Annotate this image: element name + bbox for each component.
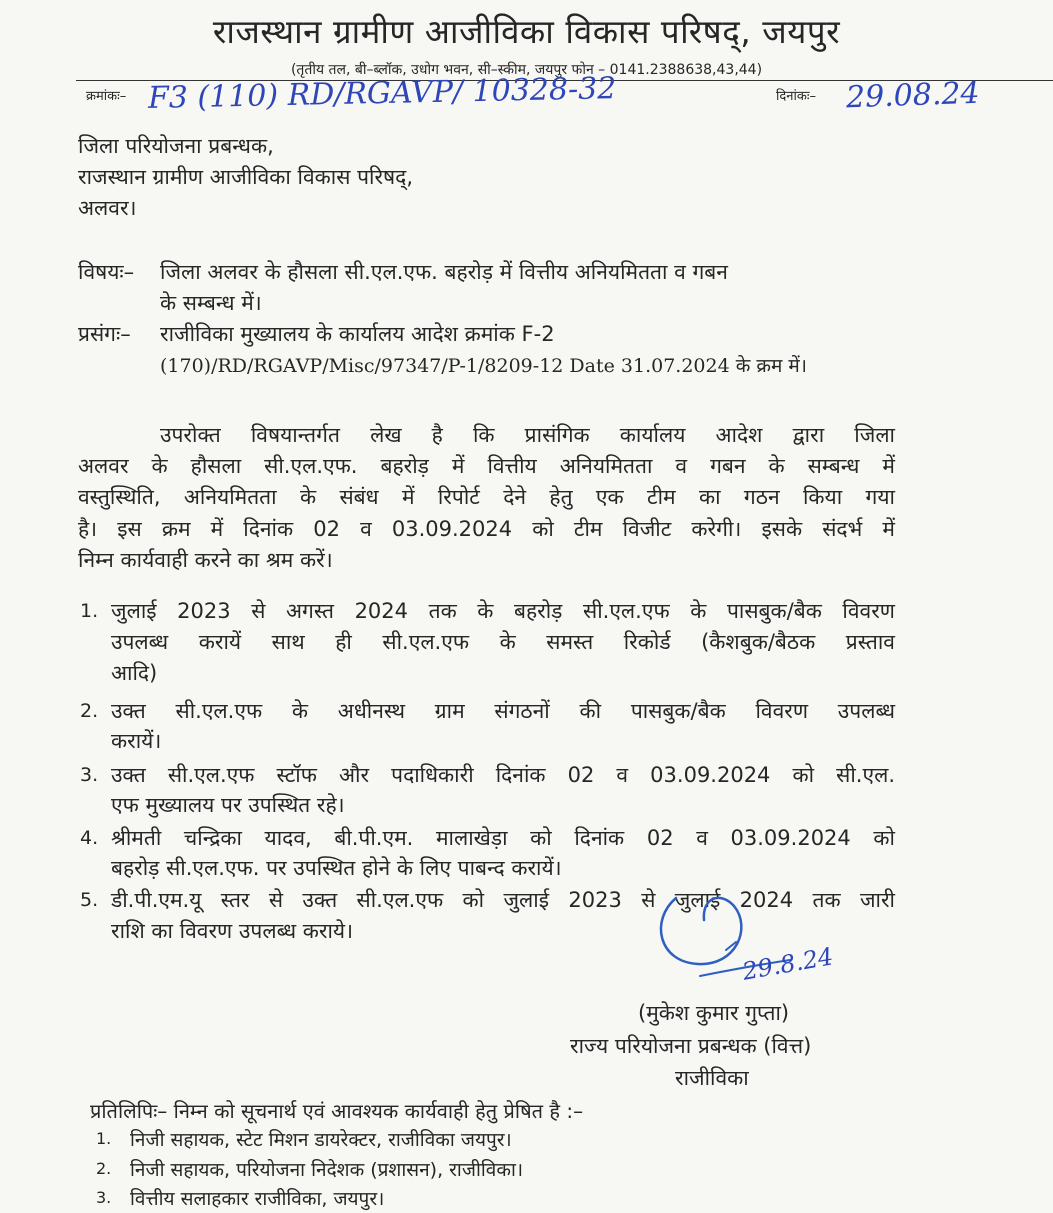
copy-item-number: 3. xyxy=(96,1188,112,1207)
reference-line: (170)/RD/RGAVP/Misc/97347/P-1/8209-12 Date 31.07.2024 के क्रम में। xyxy=(160,355,807,377)
ref-number-handwritten: F3 (110) RD/RGAVP/ 10328-32 xyxy=(147,71,617,116)
item-line: एफ मुख्यालय पर उपस्थित रहे। xyxy=(111,793,345,817)
item-line: जुलाई 2023 से अगस्त 2024 तक के बहरोड़ सी.एल.एफ के पासबुक/बैक विवरण xyxy=(111,599,895,623)
item-line: बहरोड़ सी.एल.एफ. पर उपस्थित होने के लिए पाबन्द करायें। xyxy=(111,856,562,880)
item-number: 4. xyxy=(80,827,99,849)
copy-item-number: 1. xyxy=(96,1129,112,1148)
copy-item: निजी सहायक, स्टेट मिशन डायरेक्टर, राजीविका जयपुर। xyxy=(130,1129,512,1151)
item-number: 1. xyxy=(80,600,99,622)
copy-item: वित्तीय सलाहकार राजीविका, जयपुर। xyxy=(130,1188,385,1210)
item-line: राशि का विवरण उपलब्ध कराये। xyxy=(111,919,354,943)
letterhead-address: (तृतीय तल, बी–ब्लॉक, उधोग भवन, सी–स्कीम, जयपुर फोन – 0141.2388638,43,44) xyxy=(290,62,763,78)
body-line: उपरोक्त विषयान्तर्गत लेख है कि प्रासंगिक कार्यालय आदेश द्वारा जिला xyxy=(160,423,895,447)
signature-date-handwritten: 29.8.24 xyxy=(740,942,836,986)
body-line: है। इस क्रम में दिनांक 02 व 03.09.2024 को टीम विजीट करेगी। इसके संदर्भ में xyxy=(78,517,895,541)
body-line: अलवर के हौसला सी.एल.एफ. बहरोड़ में वित्तीय अनियमितता व गबन के सम्बन्ध में xyxy=(78,454,895,478)
item-line: उपलब्ध करायें साथ ही सी.एल.एफ के समस्त रिकोर्ड (कैशबुक/बैठक प्रस्ताव xyxy=(111,630,895,654)
reference-label: प्रसंगः– xyxy=(78,322,131,346)
reference-line: राजीविका मुख्यालय के कार्यालय आदेश क्रमांक F-2 xyxy=(160,322,555,346)
item-line: श्रीमती चन्द्रिका यादव, बी.पी.एम. मालाखेड़ा को दिनांक 02 व 03.09.2024 को xyxy=(111,826,895,850)
item-number: 5. xyxy=(80,889,99,911)
copy-intro: प्रतिलिपिः– निम्न को सूचनार्थ एवं आवश्यक कार्यवाही हेतु प्रेषित है :– xyxy=(90,1099,584,1123)
subject-line: के सम्बन्ध में। xyxy=(160,291,262,315)
subject-line: जिला अलवर के हौसला सी.एल.एफ. बहरोड़ में वित्तीय अनियमितता व गबन xyxy=(160,260,728,284)
signatory-name: (मुकेश कुमार गुप्ता) xyxy=(638,1001,790,1025)
addressee-line: जिला परियोजना प्रबन्धक, xyxy=(78,134,274,158)
copy-item: निजी सहायक, परियोजना निदेशक (प्रशासन), राजीविका। xyxy=(130,1159,524,1181)
copy-item-number: 2. xyxy=(96,1159,112,1178)
date-handwritten: 29.08.24 xyxy=(845,75,981,116)
ref-number-label: क्रमांकः– xyxy=(86,89,127,104)
item-line: उक्त सी.एल.एफ स्टॉफ और पदाधिकारी दिनांक 02 व 03.09.2024 को सी.एल. xyxy=(111,763,895,787)
addressee-line: राजस्थान ग्रामीण आजीविका विकास परिषद्, xyxy=(78,165,413,189)
letterhead-title: राजस्थान ग्रामीण आजीविका विकास परिषद्, जयपुर xyxy=(212,12,841,51)
item-line: करायें। xyxy=(111,729,162,753)
item-number: 2. xyxy=(80,700,99,722)
body-line: निम्न कार्यवाही करने का श्रम करें। xyxy=(78,548,333,572)
item-line: उक्त सी.एल.एफ के अधीनस्थ ग्राम संगठनों की पासबुक/बैक विवरण उपलब्ध xyxy=(111,699,895,723)
subject-label: विषयः– xyxy=(78,260,135,284)
item-line: आदि) xyxy=(111,661,158,685)
signatory-org: राजीविका xyxy=(675,1066,749,1090)
date-label: दिनांकः– xyxy=(776,89,816,104)
item-number: 3. xyxy=(80,764,99,786)
item-line: डी.पी.एम.यू स्तर से उक्त सी.एल.एफ को जुलाई 2023 से जुलाई 2024 तक जारी xyxy=(111,888,895,912)
body-line: वस्तुस्थिति, अनियमितता के संबंध में रिपोर्ट देने हेतु एक टीम का गठन किया गया xyxy=(78,485,895,509)
addressee-line: अलवर। xyxy=(78,196,137,220)
signatory-designation: राज्य परियोजना प्रबन्धक (वित्त) xyxy=(570,1034,812,1058)
